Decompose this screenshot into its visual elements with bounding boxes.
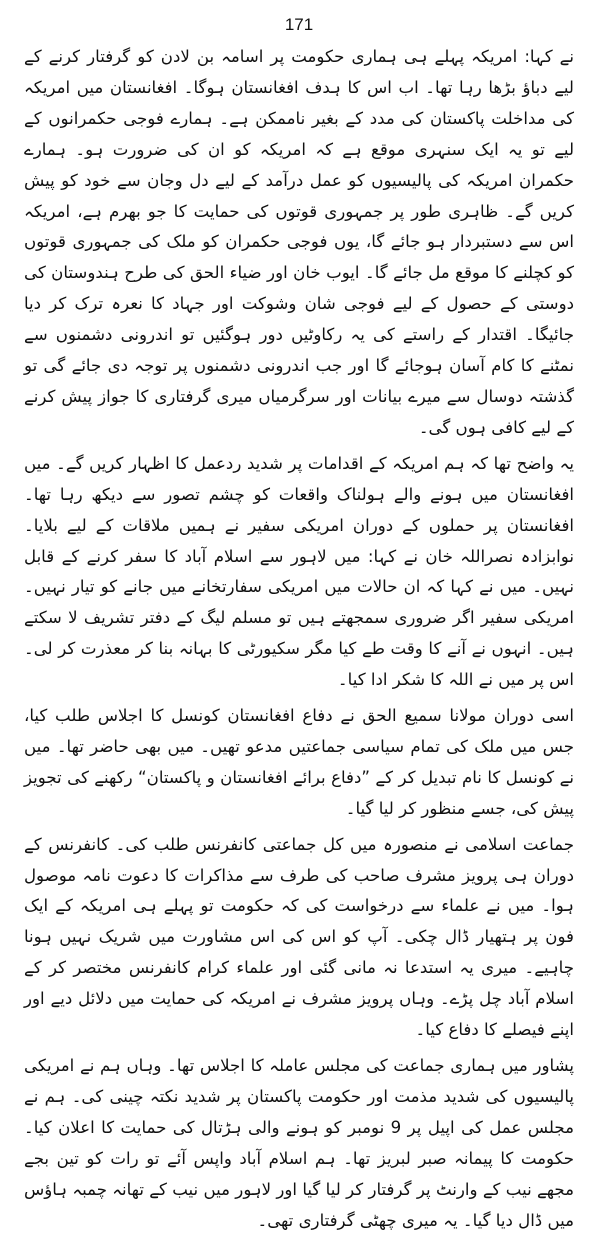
paragraph-1: نے کہا: امریکہ پہلے ہی ہماری حکومت پر اسامہ بن لادن کو گرفتار کرنے کے لیے دباؤ بڑھا رہا تھا۔ اب اس کا ہدف افغانستان ہوگا۔ افغانستان میں امریکہ کی مداخلت پاکستان کی مدد کے بغیر ناممکن ہے۔ ہمارے فوجی حکمرانوں کے لیے تو یہ ایک سنہری موقع ہے کہ امریکہ کو ان کی ضرورت ہو۔ ہمارے حکمران امریکہ کی پالیسیوں کو عمل درآمد کے لیے دل وجان سے خود کو پیش کریں گے۔ ظاہری طور پر جمہوری قوتوں کی حمایت کا جو بھرم ہے، امریکہ اس سے دستبردار ہو جائے گا، یوں فوجی حکمران کو ملک کی جمہوری قوتوں کو کچلنے کا موقع مل جائے گا۔ ایوب خان اور ضیاء الحق کی طرح ہندوستان کی دوستی کے حصول کے لیے فوجی شان وشوکت اور جہاد کا نعرہ ترک کر دیا جائیگا۔ اقتدار کے راستے کی یہ رکاوٹیں دور ہوگئیں تو اندرونی دشمنوں سے نمٹنے کا کام آسان ہوجائے گا اور جب اندرونی دشمنوں پر توجہ دی جائے گی تو گذشتہ دوسال سے میرے بیانات اور سرگرمیاں میری گرفتاری کا جواز پیش کرنے کے لیے کافی ہوں گی۔ bbox=[24, 47, 574, 437]
page-body bbox=[24, 42, 574, 1236]
paragraph-2: یہ واضح تھا کہ ہم امریکہ کے اقدامات پر شدید ردعمل کا اظہار کریں گے۔ میں افغانستان میں ہونے والے ہولناک واقعات کو چشم تصور سے دیکھ رہا تھا۔ افغانستان پر حملوں کے دوران امریکی سفیر نے ہمیں ملاقات کے لیے بلایا۔ نوابزادہ نصراللہ خان نے کہا: میں لاہور سے اسلام آباد کا سفر کرنے کے قابل نہیں۔ میں نے کہا کہ ان حالات میں امریکی سفارتخانے میں جانے کو تیار نہیں۔ امریکی سفیر اگر ضروری سمجھتے ہیں تو مسلم لیگ کے دفتر تشریف لا سکتے ہیں۔ انہوں نے آنے کا وقت طے کیا مگر سکیورٹی کا بہانہ بنا کر معذرت کر لی۔ اس پر میں نے اللہ کا شکر ادا کیا۔ bbox=[24, 453, 574, 690]
paragraph-3: اسی دوران مولانا سمیع الحق نے دفاع افغانستان کونسل کا اجلاس طلب کیا، جس میں ملک کی تمام سیاسی جماعتیں مدعو تھیں۔ میں بھی حاضر تھا۔ میں نے کونسل کا نام تبدیل کر کے ”دفاع برائے افغانستان و پاکستان“ رکھنے کی تجویز پیش کی، جسے منظور کر لیا گیا۔ bbox=[24, 706, 574, 818]
paragraph-4: جماعت اسلامی نے منصورہ میں کل جماعتی کانفرنس طلب کی۔ کانفرنس کے دوران ہی پرویز مشرف صاحب کی طرف سے مذاکرات کا دعوت نامہ موصول ہوا۔ میں نے علماء سے درخواست کی کہ حکومت تو پہلے ہی امریکہ کے ایک فون پر ہتھیار ڈال چکی۔ آپ کو اس کی اس مشاورت میں شریک نہیں ہونا چاہیے۔ میری یہ استدعا نہ مانی گئی اور علماء کرام کانفرنس مختصر کر کے اسلام آباد چل پڑے۔ وہاں پرویز مشرف نے امریکہ کی حمایت میں دلائل دیے اور اپنے فیصلے کا دفاع کیا۔ bbox=[24, 834, 574, 1040]
page-number: 171 bbox=[284, 15, 314, 34]
paragraph-5: پشاور میں ہماری جماعت کی مجلس عاملہ کا اجلاس تھا۔ وہاں ہم نے امریکی پالیسیوں کی شدید مذمت اور حکومت پاکستان پر شدید نکتہ چینی کی۔ ہم نے مجلس عمل کی اپیل پر 9 نومبر کو ہونے والی ہڑتال کی حمایت کا اعلان کیا۔ حکومت کا پیمانہ صبر لبریز تھا۔ ہم اسلام آباد واپس آئے تو رات کو تین بجے مجھے نیب کے وارنٹ پر گرفتار کر لیا گیا اور لاہور میں نیب کے تھانہ چمبہ ہاؤس میں ڈال دیا گیا۔ یہ میری چھٹی گرفتاری تھی۔ bbox=[24, 1056, 574, 1230]
